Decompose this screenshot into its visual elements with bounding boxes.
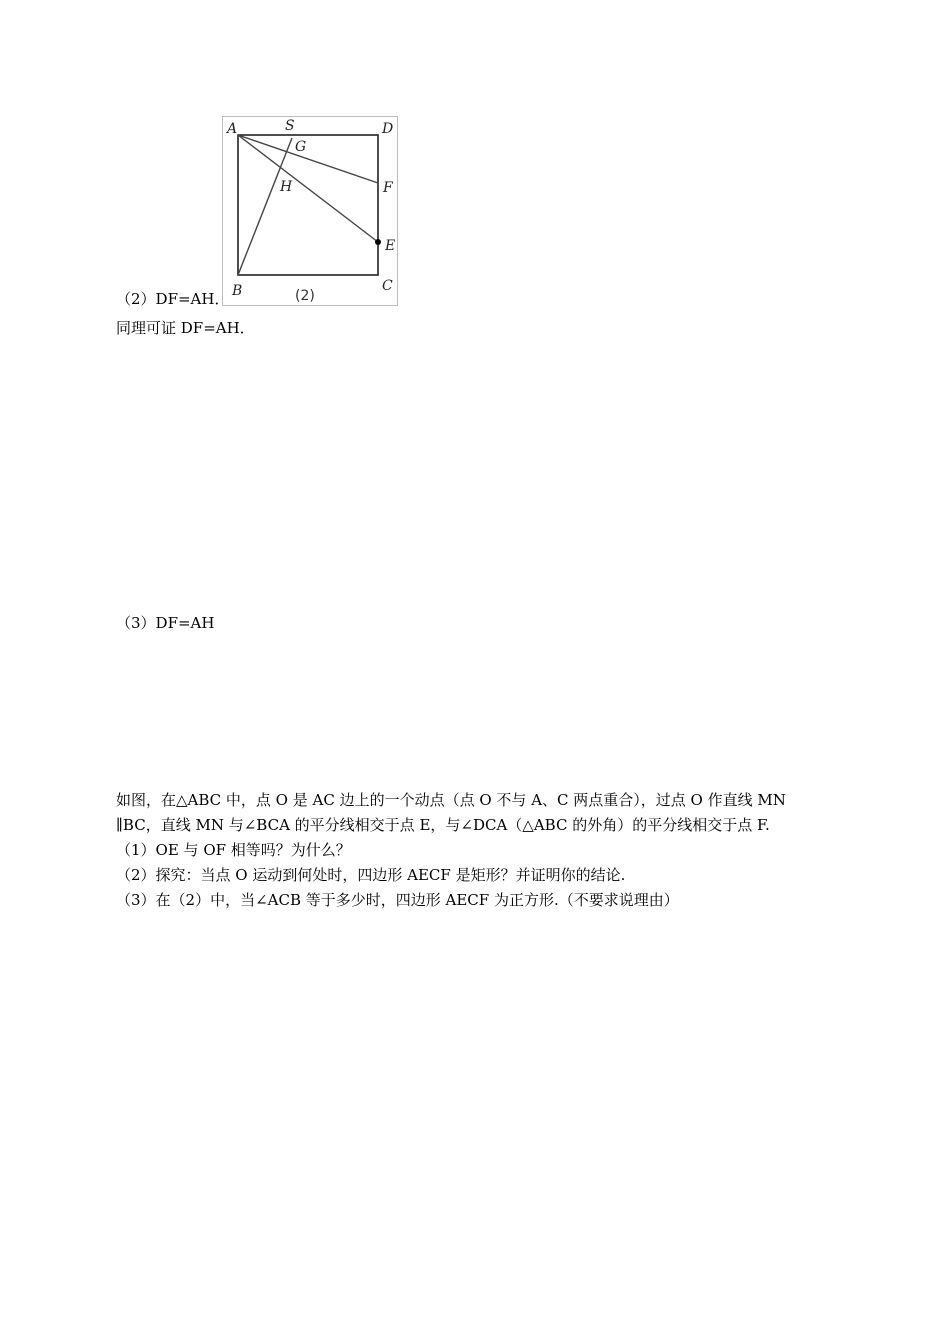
square-geometry-figure (222, 116, 398, 306)
label-c: C (382, 278, 393, 294)
label-h: H (280, 179, 293, 195)
problem-line-2: ∥BC，直线 MN 与∠BCA 的平分线相交于点 E，与∠DCA（△ABC 的外角）的平分线相交于点 F. (116, 816, 770, 834)
part2-text: 同理可证 DF=AH． (116, 319, 255, 337)
problem-question-3: （3）在（2）中，当∠ACB 等于多少时，四边形 AECF 为正方形.（不要求说理由） (116, 891, 679, 909)
label-a: A (227, 121, 238, 137)
part2-heading: （2）DF=AH． (116, 290, 230, 308)
label-e: E (385, 238, 396, 254)
point-e (375, 239, 381, 245)
problem-question-1: （1）OE 与 OF 相等吗？为什么？ (116, 841, 351, 859)
segment-bg (238, 138, 292, 275)
label-b: B (232, 283, 243, 299)
label-g: G (295, 139, 307, 155)
figure-caption: (2) (295, 288, 315, 304)
figure-frame (223, 117, 398, 306)
segment-af (238, 135, 378, 183)
problem-question-2: （2）探究：当点 O 运动到何处时，四边形 AECF 是矩形？并证明你的结论. (116, 866, 626, 884)
label-f: F (383, 180, 393, 196)
part3-heading: （3）DF=AH (116, 614, 215, 632)
label-s: S (285, 118, 295, 134)
segment-ae (238, 135, 378, 242)
square-abcd (238, 135, 378, 275)
problem-line-1: 如图，在△ABC 中，点 O 是 AC 边上的一个动点（点 O 不与 A、C 两点重合），过点 O 作直线 MN (116, 791, 786, 809)
label-d: D (382, 121, 394, 137)
